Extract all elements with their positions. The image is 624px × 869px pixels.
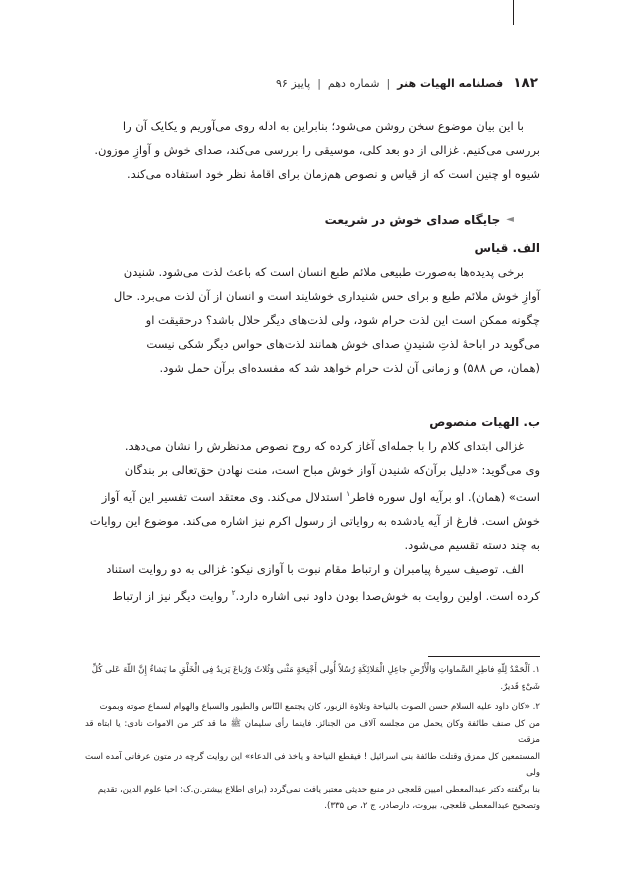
footnotes — [85, 662, 540, 815]
footnote-reference-1[interactable]: ۱ — [346, 490, 350, 498]
footnote-line: ۱. اَلْحَمْدُ لِلّهِ فاطِرِ السَّماواتِ وَالْأَرْضِ جاعِلِ الْمَلائِکَةِ رُسُلاً أُولی أَجْنِحَةٍ مَثْنی وَثُلاثَ وَرُباعَ یَزیدُ فِی الْخَلْقِ ما یَشاءُ إِنَّ اللّهَ عَلی کُلِّ — [91, 665, 540, 675]
text-fragment: روایت دیگر نیز از ارتباط — [112, 588, 232, 603]
subsection-b-paragraph-2 — [85, 557, 540, 608]
text-line — [85, 581, 540, 608]
section-heading — [85, 208, 540, 232]
journal-title: فصلنامه الهیات هنر — [397, 76, 504, 90]
text-line: خوش است. فارغ از آیه یادشده به روایاتی از رسول اکرم نیز اشاره می‌کند. موضوع این روایات — [89, 513, 540, 528]
text-line: می‌گوید در اباحهٔ لذتِ شنیدنِ صدای خوش همانند لذت‌های حواس دیگر شکی نیست — [146, 337, 540, 351]
text-line: آوازِ خوش ملائم طبع و برای حس شنیداری خوشایند است و انسان از آن لذت می‌برد. حال — [113, 289, 540, 303]
header-vertical-rule — [513, 0, 515, 25]
subsection-heading-a: الف. قیاس — [474, 241, 540, 255]
text-line: شیوه او چنین است که از قیاس و نصوص هم‌زمان برای اقامهٔ نظر خود استفاده می‌کند. — [127, 167, 540, 181]
intro-paragraph — [85, 114, 540, 186]
text-line: وی می‌گوید: «دلیل برآن‌که شنیدن آواز خوش مباح است، منت نهادن حق‌تعالی بر بندگان — [124, 463, 540, 477]
footnote-2 — [85, 699, 540, 815]
issue-season: پاییز ۹۶ — [276, 76, 311, 90]
text-line: بررسی می‌کنیم. غزالی از دو بعد کلی، موسیقی را بررسی می‌کند، صدای خوش و آوازِ موزون. — [94, 143, 540, 157]
header-separator: | — [386, 76, 391, 90]
footnote-line: من کل صنف طائفة وکان یحمل من مجلسه آلاف من الجنائز. فاینما رأی سلیمان ﷺ ما قد کثر من الاموات نادی: یا ابتاه قد مزقت — [85, 718, 540, 745]
footnote-line: وتصحیح عبدالمعطی قلعجی، بیروت، دارصادر، ج ۲، ص ۳۳۵). — [324, 801, 540, 811]
footnote-line: شَیْءٍ قَدیرٌ. — [500, 681, 540, 692]
text-line: با این بیان موضوع سخن روشن می‌شود؛ بنابراین به ادله روی می‌آوریم و یکایک آن را — [122, 119, 524, 133]
text-line: الف. توصیف سیرهٔ پیامبران و ارتباط مقام نبوت با آوازی نیکو: غزالی به دو روایت استناد — [106, 561, 524, 576]
triangle-marker-icon: ◄ — [506, 214, 514, 225]
text-line: به چند دسته تقسیم می‌شود. — [404, 537, 540, 552]
text-line: برخی پدیده‌ها به‌صورت طبیعی ملائم طبع انسان است که باعث لذت می‌شود. شنیدن — [123, 265, 524, 279]
footnote-divider — [428, 656, 540, 657]
text-fragment: کرده است. اولین روایت به خوش‌صدا بودن داود نبی اشاره دارد. — [235, 588, 540, 603]
header-separator: | — [317, 76, 321, 90]
footnote-line: بنا برگفته دکتر عبدالمعطی امیین قلعجی در منبع حدیثی معتبر یافت نمی‌گردد (برای اطلاع بیشتر.ن.ک: احیا علوم الدین، تقدیم — [97, 784, 540, 795]
text-fragment: استدلال می‌کند. وی معتقد است تفسیر این آیه آواز — [101, 489, 347, 504]
subsection-b-paragraph-1 — [85, 434, 540, 557]
footnote-reference-2[interactable]: ۲ — [231, 588, 236, 597]
page-number: ۱۸۲ — [513, 75, 538, 91]
footnote-1 — [85, 662, 540, 695]
subsection-heading-b: ب. الهیات منصوص — [429, 415, 540, 429]
body-text — [85, 114, 540, 608]
section-title: جایگاه صدای خوش در شریعت — [324, 213, 501, 227]
text-line — [85, 482, 540, 509]
running-header — [0, 72, 538, 94]
footnote-line: ۲. «کان داود علیه السلام حسن الصوت بالنیاحة وتلاوة الزبور، کان یجتمع النّاس والطیور والسباع والهوام لسماع صوته وبموت — [99, 702, 540, 712]
footnote-line: المستمعین کل ممزق وقتلت طائفة بنی اسرائیل ! فیقطع النیاحة و یاخذ فی الدعاء» این روایت گرچه در متون عرفانی آمده است ولی — [85, 751, 540, 778]
subsection-a-paragraph — [85, 260, 540, 380]
text-line: چگونه ممکن است این لذت حرام شود، ولی لذت‌های دیگر حلال باشد؟ درحقیقت او — [145, 313, 540, 327]
text-line: غزالی ابتدای کلام را با جمله‌ای آغاز کرده که روح نصوص مدنظرش را نشان می‌دهد. — [124, 439, 524, 453]
text-fragment: است» (همان). او برآیه اول سوره فاطر — [350, 489, 540, 504]
text-line: (همان، ص ۵۸۸) و زمانی آن لذت حرام خواهد شد که مفسده‌ای برآن حمل شود. — [159, 361, 540, 375]
issue-number: شماره دهم — [327, 76, 380, 90]
